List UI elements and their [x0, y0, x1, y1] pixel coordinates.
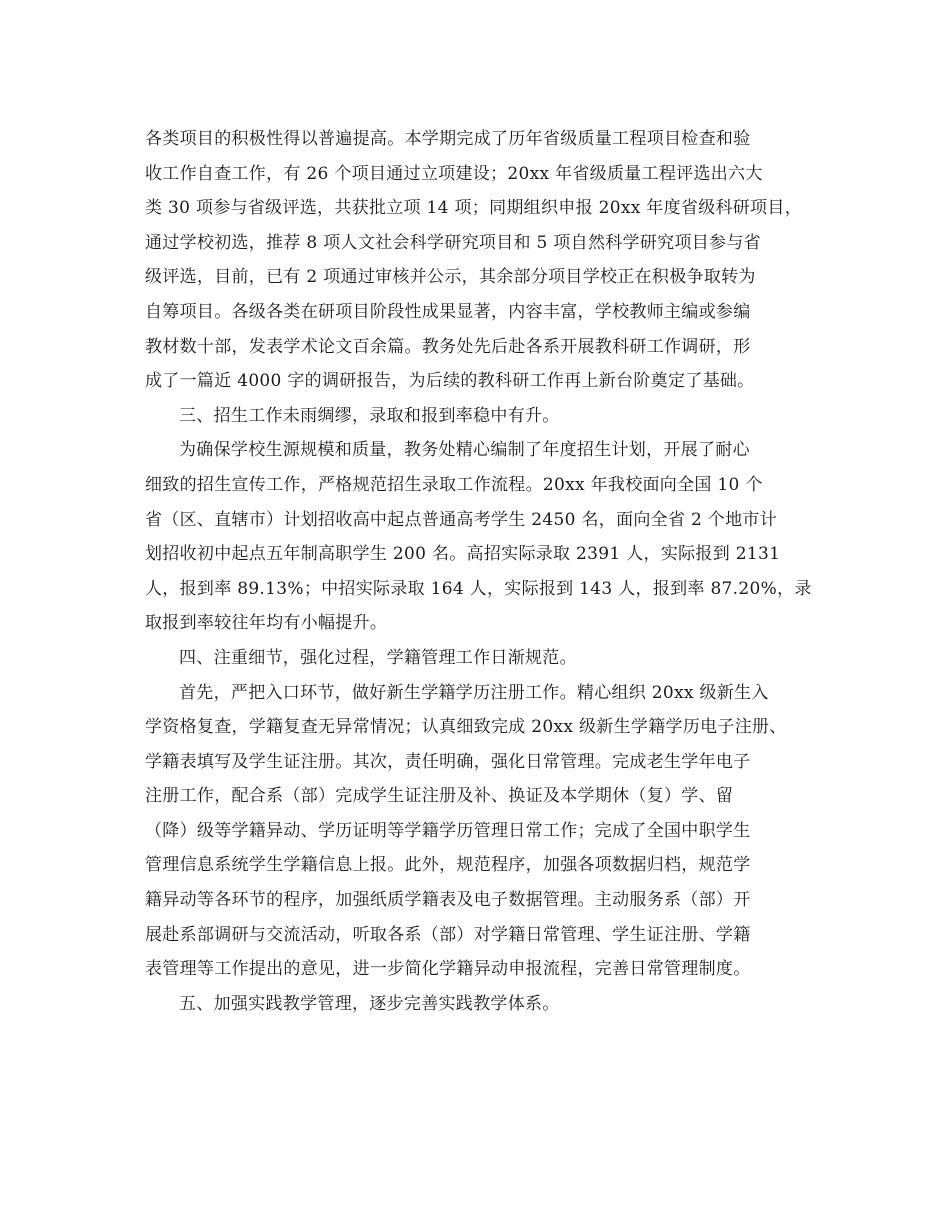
text-line: 学籍表填写及学生证注册。其次，责任明确，强化日常管理。完成老生学年电子 — [145, 751, 751, 772]
paragraph-first-line: 四、注重细节，强化过程，学籍管理工作日渐规范。 — [179, 647, 577, 668]
text-line: 类 30 项参与省级评选，共获批立项 14 项；同期组织申报 20xx 年度省级科研项目， — [145, 198, 802, 219]
text-line: 教材数十部，发表学术论文百余篇。教务处先后赴各系开展教科研工作调研，形 — [145, 336, 751, 357]
document-body — [145, 122, 835, 1021]
text-line: 籍异动等各环节的程序，加强纸质学籍表及电子数据管理。主动服务系（部）开 — [145, 890, 751, 911]
text-line: 成了一篇近 4000 字的调研报告，为后续的教科研工作再上新台阶奠定了基础。 — [145, 371, 755, 392]
text-line: 省（区、直辖市）计划招收高中起点普通高考学生 2450 名，面向全省 2 个地市计 — [145, 509, 777, 530]
text-line: 自筹项目。各级各类在研项目阶段性成果显著，内容丰富，学校教师主编或参编 — [145, 301, 751, 322]
text-line: 级评选，目前，已有 2 项通过审核并公示，其余部分项目学校正在积极争取转为 — [145, 267, 756, 288]
text-line: 收工作自查工作，有 26 个项目通过立项建设；20xx 年省级质量工程评选出六大 — [145, 163, 763, 184]
text-line: 通过学校初选，推荐 8 项人文社会科学研究项目和 5 项自然科学研究项目参与省 — [145, 232, 761, 253]
text-line: 划招收初中起点五年制高职学生 200 名。高招实际录取 2391 人，实际报到 2131 — [145, 544, 781, 565]
text-line: 展赴系部调研与交流活动，听取各系（部）对学籍日常管理、学生证注册、学籍 — [145, 924, 751, 945]
text-line: 各类项目的积极性得以普遍提高。本学期完成了历年省级质量工程项目检查和验 — [145, 129, 751, 149]
paragraph-first-line: 首先，严把入口环节，做好新生学籍学历注册工作。精心组织 20xx 级新生入 — [179, 682, 769, 703]
paragraph-first-line: 五、加强实践教学管理，逐步完善实践教学体系。 — [179, 993, 560, 1014]
text-line: 管理信息系统学生学籍信息上报。此外，规范程序，加强各项数据归档，规范学 — [145, 855, 751, 876]
text-line: 人，报到率 89.13%；中招实际录取 164 人，实际报到 143 人，报到率 87.20%，录 — [145, 578, 812, 599]
paragraph-first-line: 为确保学校生源规模和质量，教务处精心编制了年度招生计划，开展了耐心 — [179, 440, 750, 461]
text-line: （降）级等学籍异动、学历证明等学籍学历管理日常工作；完成了全国中职学生 — [145, 820, 751, 841]
text-line: 表管理等工作提出的意见，进一步简化学籍异动申报流程，完善日常管理制度。 — [145, 959, 751, 980]
paragraph-first-line: 三、招生工作未雨绸缪，录取和报到率稳中有升。 — [179, 405, 560, 426]
text-line: 取报到率较往年均有小幅提升。 — [145, 613, 388, 634]
text-line: 学资格复查，学籍复查无异常情况；认真细致完成 20xx 级新生学籍学历电子注册、 — [145, 717, 787, 738]
text-line: 注册工作，配合系（部）完成学生证注册及补、换证及本学期休（复）学、留 — [145, 786, 734, 807]
text-line: 细致的招生宣传工作，严格规范招生录取工作流程。20xx 年我校面向全国 10 个 — [145, 474, 763, 495]
